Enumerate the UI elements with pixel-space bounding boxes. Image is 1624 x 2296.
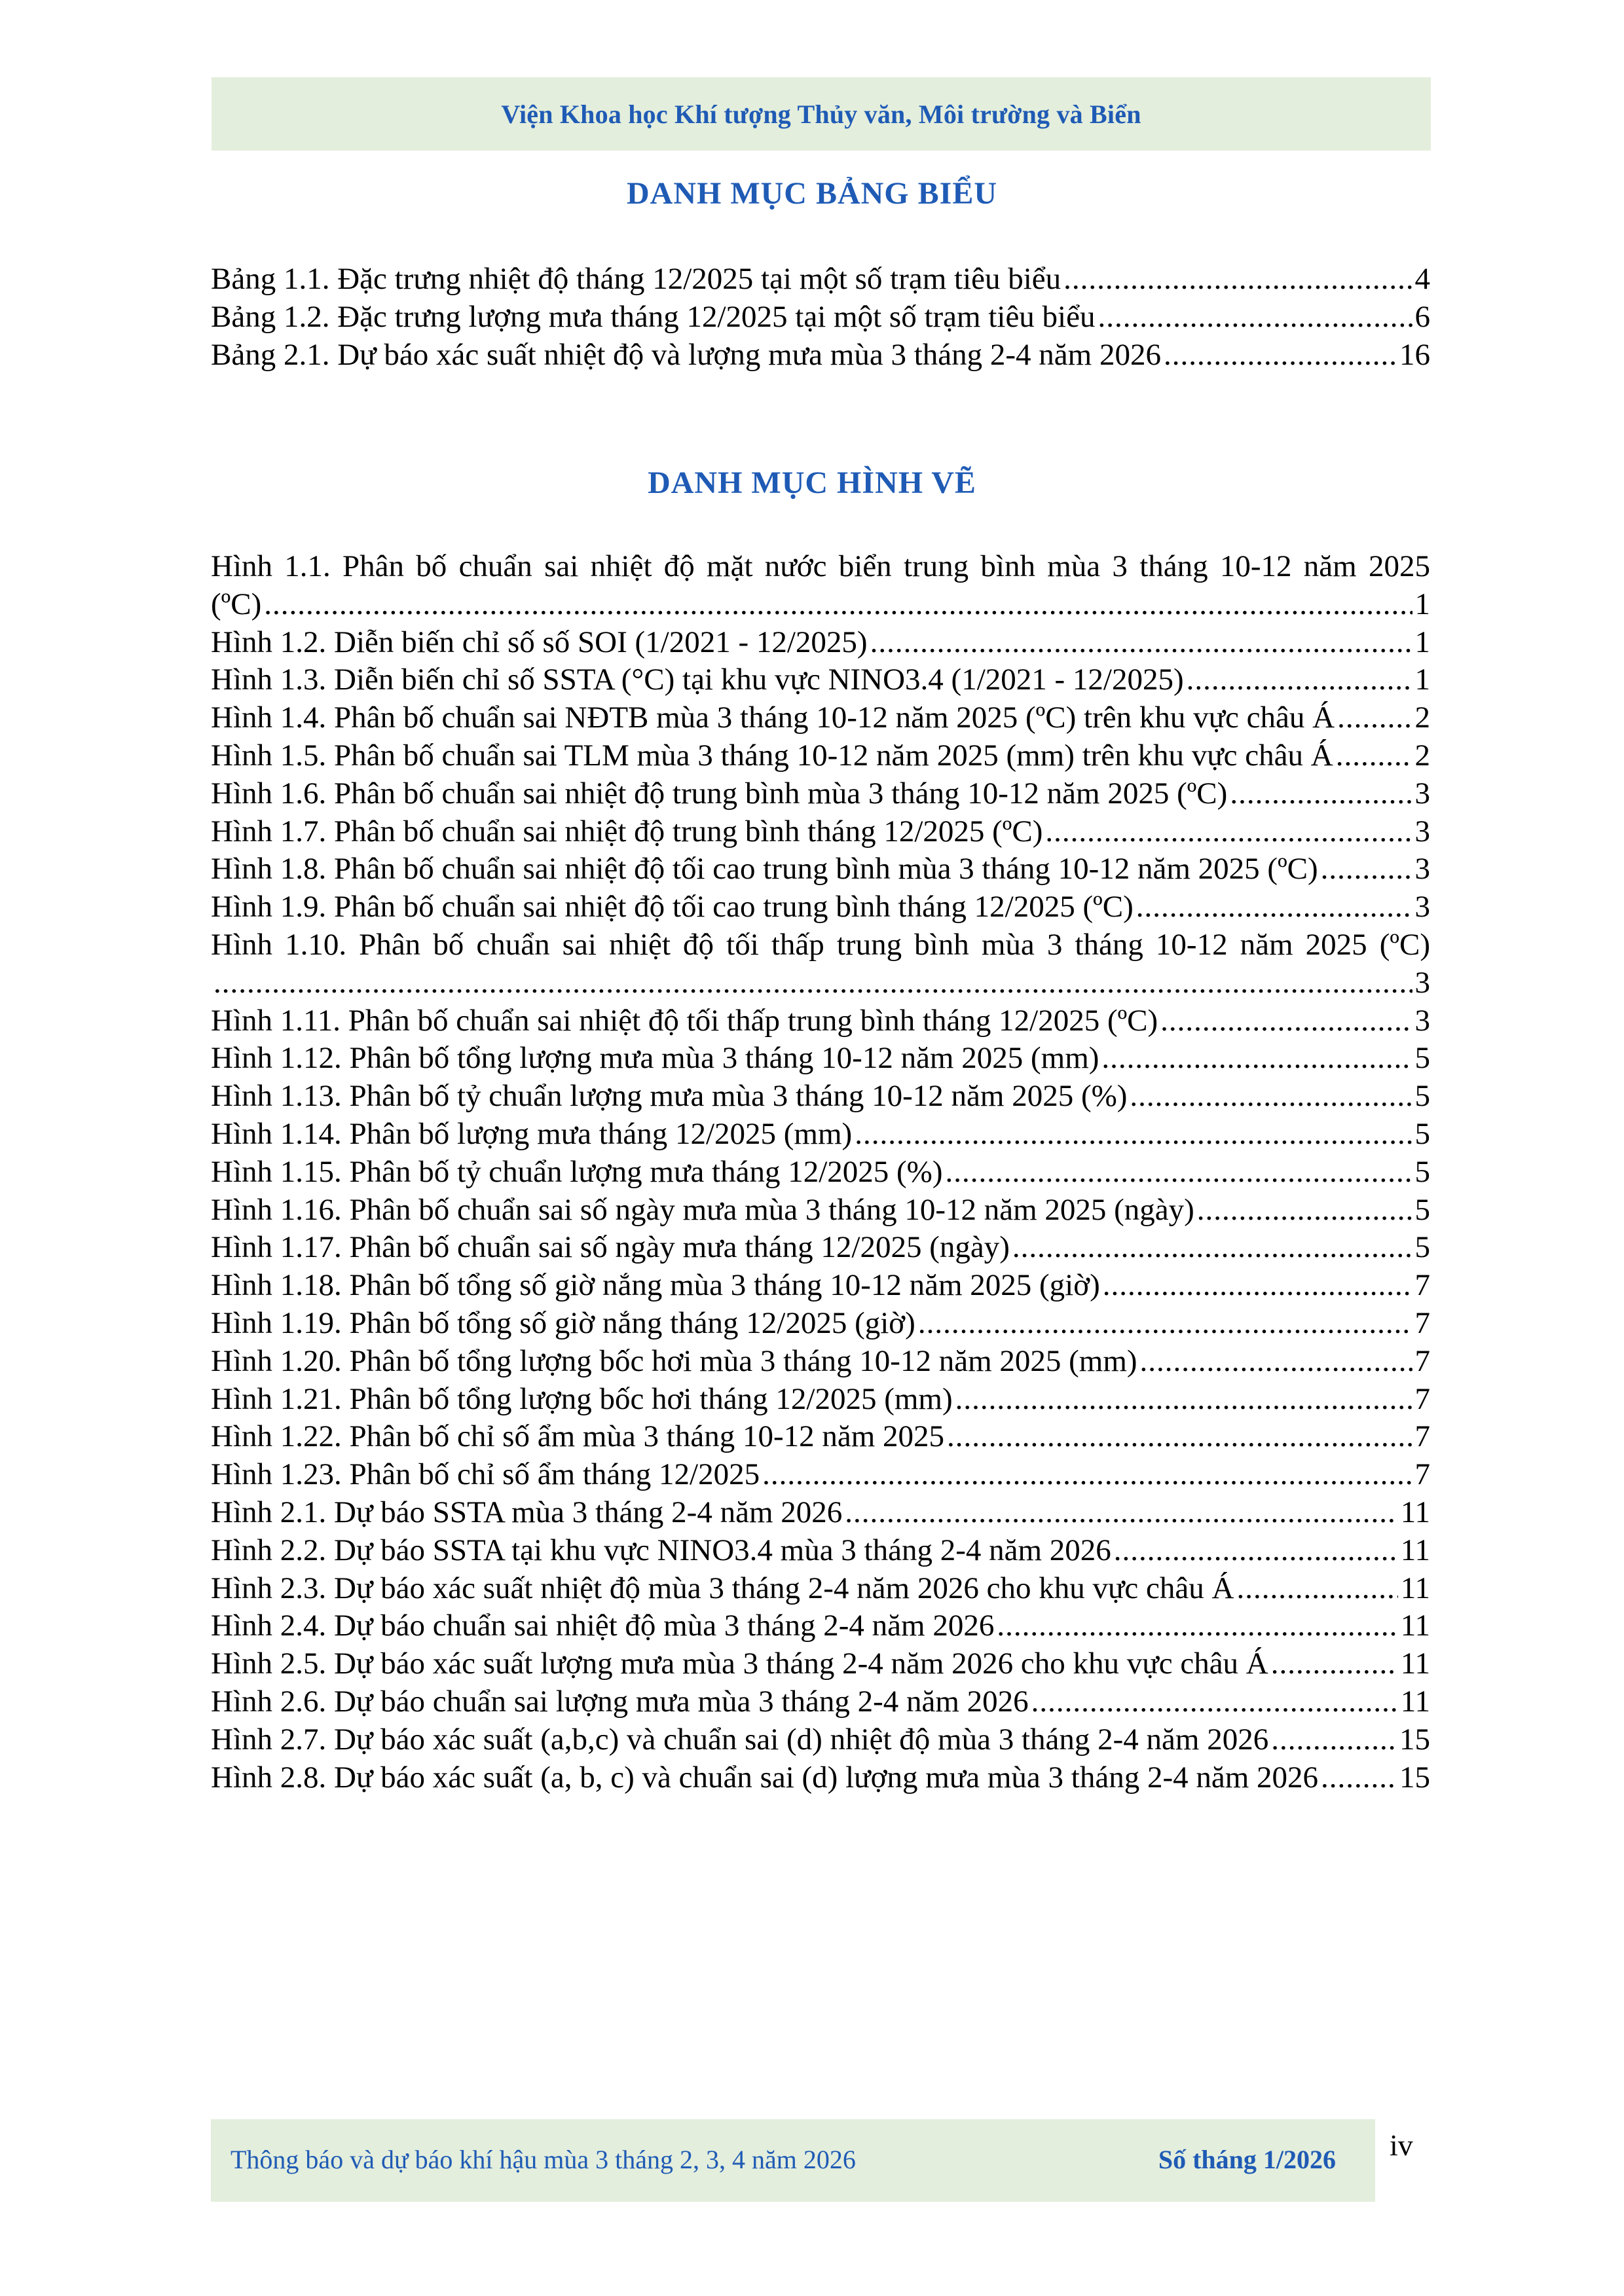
figure-entry[interactable] (211, 624, 1430, 662)
figure-entry-page: 11 (1400, 1495, 1430, 1529)
figure-entry-page: 3 (1414, 852, 1430, 886)
figure-entry-label: Hình 2.6. Dự báo chuẩn sai lượng mưa mùa 3 tháng 2-4 năm 2026 (211, 1684, 1029, 1719)
figure-entry-label: Hình 1.6. Phân bố chuẩn sai nhiệt độ trung bình mùa 3 tháng 10-12 năm 2025 (ºC) (211, 776, 1228, 811)
figure-entry-label: Hình 2.7. Dự báo xác suất (a,b,c) và chuẩn sai (d) nhiệt độ mùa 3 tháng 2-4 năm 2026 (211, 1722, 1269, 1757)
dot-leader (845, 1494, 1397, 1532)
figure-entry-label-cont: (ºC) (211, 587, 262, 621)
figure-entry-label: Hình 1.17. Phân bố chuẩn sai số ngày mưa tháng 12/2025 (ngày) (211, 1230, 1010, 1265)
dot-leader (1271, 1721, 1397, 1759)
figure-entry[interactable] (211, 1229, 1430, 1267)
figure-entry-label: Hình 1.8. Phân bố chuẩn sai nhiệt độ tối cao trung bình mùa 3 tháng 10-12 năm 2025 (ºC) (211, 852, 1318, 886)
dot-leader (1101, 1040, 1412, 1078)
table-entry-label: Bảng 2.1. Dự báo xác suất nhiệt độ và lượng mưa mùa 3 tháng 2-4 năm 2026 (211, 337, 1161, 372)
table-entry-label: Bảng 1.1. Đặc trưng nhiệt độ tháng 12/2025 tại một số trạm tiêu biểu (211, 262, 1061, 296)
figure-entry-page: 7 (1414, 1381, 1430, 1416)
figure-entry[interactable] (211, 737, 1430, 775)
dot-leader (997, 1607, 1397, 1645)
dot-leader (1230, 775, 1412, 813)
figure-entry[interactable] (211, 775, 1430, 813)
figure-entry[interactable] (211, 1721, 1430, 1759)
figure-entry-page: 15 (1399, 1760, 1430, 1795)
figure-entry-page: 3 (1414, 776, 1430, 811)
page-header (212, 77, 1431, 151)
dot-leader (1045, 813, 1412, 851)
figure-entry-label: Hình 1.3. Diễn biến chỉ số SSTA (°C) tại khu vực NINO3.4 (1/2021 - 12/2025) (211, 663, 1184, 697)
figure-entry-label: Hình 1.1. Phân bố chuẩn sai nhiệt độ mặt nước biển trung bình mùa 3 tháng 10-12 năm 2025 (211, 549, 1430, 583)
dot-leader (1140, 1343, 1412, 1381)
figure-entry[interactable] (211, 1570, 1430, 1608)
page-number: iv (1390, 2128, 1413, 2162)
figure-entry[interactable] (211, 813, 1430, 851)
dot-leader (1271, 1645, 1398, 1683)
dot-leader (1136, 888, 1412, 926)
figure-entry[interactable] (211, 1683, 1430, 1721)
table-entry[interactable] (211, 337, 1430, 374)
figure-entry[interactable] (211, 1532, 1430, 1570)
table-entry-page: 6 (1414, 299, 1430, 334)
figure-entry-page: 7 (1414, 1457, 1430, 1492)
figure-entry-label: Hình 2.5. Dự báo xác suất lượng mưa mùa 3 tháng 2-4 năm 2026 cho khu vực châu Á (211, 1647, 1268, 1681)
figure-entry-page: 5 (1414, 1041, 1430, 1076)
figure-entry-page: 5 (1414, 1079, 1430, 1114)
figure-entry[interactable] (211, 699, 1430, 737)
institute-name: Viện Khoa học Khí tượng Thủy văn, Môi trường và Biển (501, 99, 1141, 129)
dot-leader (762, 1456, 1412, 1494)
figure-entry-label: Hình 1.12. Phân bố tổng lượng mưa mùa 3 tháng 10-12 năm 2025 (mm) (211, 1041, 1099, 1076)
figure-entry-label: Hình 2.2. Dự báo SSTA tại khu vực NINO3.4 mùa 3 tháng 2-4 năm 2026 (211, 1533, 1111, 1567)
tables-list (211, 261, 1430, 374)
figure-entry-label: Hình 1.23. Phân bố chỉ số ẩm tháng 12/2025 (211, 1457, 760, 1492)
tables-list-heading: DANH MỤC BẢNG BIỂU (626, 176, 997, 211)
figure-entry[interactable] (211, 1645, 1430, 1683)
dot-leader (1103, 1267, 1412, 1305)
figure-entry-label: Hình 2.8. Dự báo xác suất (a, b, c) và chuẩn sai (d) lượng mưa mùa 3 tháng 2-4 năm 2026 (211, 1760, 1319, 1795)
figure-entry[interactable] (211, 661, 1430, 699)
figure-entry-label: Hình 1.18. Phân bố tổng số giờ nắng mùa 3 tháng 10-12 năm 2025 (giờ) (211, 1268, 1100, 1303)
dot-leader (1114, 1532, 1398, 1570)
figure-entry[interactable] (211, 1267, 1430, 1305)
figure-entry[interactable] (211, 1040, 1430, 1078)
figure-entry-label: Hình 1.11. Phân bố chuẩn sai nhiệt độ tối thấp trung bình tháng 12/2025 (ºC) (211, 1003, 1158, 1038)
figure-entry-page: 11 (1400, 1684, 1430, 1719)
dot-leader (1160, 1002, 1412, 1040)
figure-entry[interactable] (211, 1381, 1430, 1419)
figure-entry-label: Hình 1.19. Phân bố tổng số giờ nắng tháng 12/2025 (giờ) (211, 1305, 915, 1340)
table-entry-page: 16 (1399, 337, 1430, 372)
figure-entry[interactable] (211, 1002, 1430, 1040)
figure-entry[interactable] (211, 548, 1430, 624)
dot-leader (1236, 1570, 1397, 1608)
figure-entry-label: Hình 1.10. Phân bố chuẩn sai nhiệt độ tối thấp trung bình mùa 3 tháng 10-12 năm 2025 (ºC) (211, 927, 1430, 962)
dot-leader (946, 1154, 1412, 1192)
dot-leader (1321, 850, 1412, 888)
page-footer (211, 2119, 1375, 2202)
figure-entry-page: 7 (1414, 1305, 1430, 1340)
figure-entry[interactable] (211, 888, 1430, 926)
dot-leader (1031, 1683, 1398, 1721)
dot-leader (1130, 1078, 1412, 1116)
dot-leader (1012, 1229, 1412, 1267)
figure-entry[interactable] (211, 1456, 1430, 1494)
figures-list-heading: DANH MỤC HÌNH VẼ (648, 465, 976, 500)
figure-entry-label: Hình 2.4. Dự báo chuẩn sai nhiệt độ mùa 3 tháng 2-4 năm 2026 (211, 1609, 995, 1643)
figure-entry-label: Hình 1.7. Phân bố chuẩn sai nhiệt độ trung bình tháng 12/2025 (ºC) (211, 814, 1043, 848)
figure-entry[interactable] (211, 1494, 1430, 1532)
figure-entry-page: 5 (1414, 1192, 1430, 1227)
dot-leader (213, 964, 1412, 1002)
figure-entry[interactable] (211, 926, 1430, 1002)
figure-entry-page: 2 (1414, 701, 1430, 735)
figure-entry-page: 5 (1414, 1154, 1430, 1189)
figure-entry-label: Hình 1.2. Diễn biến chỉ số số SOI (1/2021 - 12/2025) (211, 625, 868, 659)
figure-entry-label: Hình 1.16. Phân bố chuẩn sai số ngày mưa mùa 3 tháng 10-12 năm 2025 (ngày) (211, 1192, 1194, 1227)
figure-entry-label: Hình 1.14. Phân bố lượng mưa tháng 12/2025 (mm) (211, 1116, 853, 1151)
figure-entry[interactable] (211, 1305, 1430, 1343)
figure-entry[interactable] (211, 1418, 1430, 1456)
dot-leader (1164, 337, 1397, 374)
figure-entry-label: Hình 1.21. Phân bố tổng lượng bốc hơi tháng 12/2025 (mm) (211, 1381, 953, 1416)
figure-entry-label: Hình 1.22. Phân bố chỉ số ẩm mùa 3 tháng 10-12 năm 2025 (211, 1419, 945, 1454)
figure-entry-page: 3 (1414, 965, 1430, 1000)
figure-entry-page: 3 (1414, 1003, 1430, 1038)
dot-leader (947, 1418, 1412, 1456)
figure-entry-page: 3 (1414, 814, 1430, 848)
dot-leader (955, 1381, 1412, 1419)
figure-entry[interactable] (211, 1078, 1430, 1116)
figure-entry-page: 11 (1400, 1571, 1430, 1605)
figure-entry-page: 7 (1414, 1419, 1430, 1454)
figure-entry-page: 2 (1414, 738, 1430, 773)
dot-leader (855, 1116, 1412, 1154)
figure-entry[interactable] (211, 1607, 1430, 1645)
dot-leader (1098, 299, 1412, 337)
dot-leader (1187, 661, 1412, 699)
figure-entry-page: 5 (1414, 1116, 1430, 1151)
figure-entry-page: 11 (1400, 1647, 1430, 1681)
figure-entry-label: Hình 1.20. Phân bố tổng lượng bốc hơi mùa 3 tháng 10-12 năm 2025 (mm) (211, 1343, 1137, 1378)
figure-entry-page: 3 (1414, 890, 1430, 924)
table-entry-label: Bảng 1.2. Đặc trưng lượng mưa tháng 12/2025 tại một số trạm tiêu biểu (211, 299, 1096, 334)
figure-entry-label: Hình 1.9. Phân bố chuẩn sai nhiệt độ tối cao trung bình tháng 12/2025 (ºC) (211, 890, 1134, 924)
footer-issue: Số tháng 1/2026 (1158, 2145, 1336, 2174)
dot-leader (870, 624, 1412, 662)
dot-leader (918, 1305, 1412, 1343)
figure-entry-label: Hình 1.13. Phân bố tỷ chuẩn lượng mưa mùa 3 tháng 10-12 năm 2025 (%) (211, 1079, 1128, 1114)
figure-entry[interactable] (211, 1343, 1430, 1381)
figure-entry-label: Hình 2.3. Dự báo xác suất nhiệt độ mùa 3 tháng 2-4 năm 2026 cho khu vực châu Á (211, 1571, 1234, 1605)
figure-entry-page: 7 (1414, 1343, 1430, 1378)
figure-entry-page: 11 (1400, 1609, 1430, 1643)
figure-entry-page: 1 (1414, 587, 1430, 621)
figure-entry-label: Hình 1.4. Phân bố chuẩn sai NĐTB mùa 3 tháng 10-12 năm 2025 (ºC) trên khu vực châu Á (211, 701, 1335, 735)
figure-entry-label: Hình 2.1. Dự báo SSTA mùa 3 tháng 2-4 năm 2026 (211, 1495, 843, 1529)
figure-entry-label: Hình 1.5. Phân bố chuẩn sai TLM mùa 3 tháng 10-12 năm 2025 (mm) trên khu vực châu Á (211, 738, 1333, 773)
dot-leader (1063, 261, 1412, 299)
figures-list (211, 548, 1430, 1796)
figure-entry-page: 5 (1414, 1230, 1430, 1265)
dot-leader (1337, 699, 1412, 737)
dot-leader (264, 586, 1412, 624)
figure-entry[interactable] (211, 1759, 1430, 1797)
figure-entry-page: 7 (1414, 1268, 1430, 1303)
figure-entry-page: 11 (1400, 1533, 1430, 1567)
footer-title: Thông báo và dự báo khí hậu mùa 3 tháng 2, 3, 4 năm 2026 (231, 2145, 856, 2174)
figure-entry[interactable] (211, 1192, 1430, 1230)
table-entry[interactable] (211, 299, 1430, 337)
dot-leader (1321, 1759, 1397, 1797)
dot-leader (1336, 737, 1412, 775)
figure-entry-label: Hình 1.15. Phân bố tỷ chuẩn lượng mưa tháng 12/2025 (%) (211, 1154, 943, 1189)
figure-entry[interactable] (211, 1116, 1430, 1154)
figure-entry-page: 1 (1414, 663, 1430, 697)
table-entry-page: 4 (1414, 262, 1430, 296)
figure-entry[interactable] (211, 1154, 1430, 1192)
figure-entry[interactable] (211, 850, 1430, 888)
table-entry[interactable] (211, 261, 1430, 299)
figure-entry-page: 15 (1399, 1722, 1430, 1757)
dot-leader (1197, 1192, 1412, 1230)
figure-entry-page: 1 (1414, 625, 1430, 659)
